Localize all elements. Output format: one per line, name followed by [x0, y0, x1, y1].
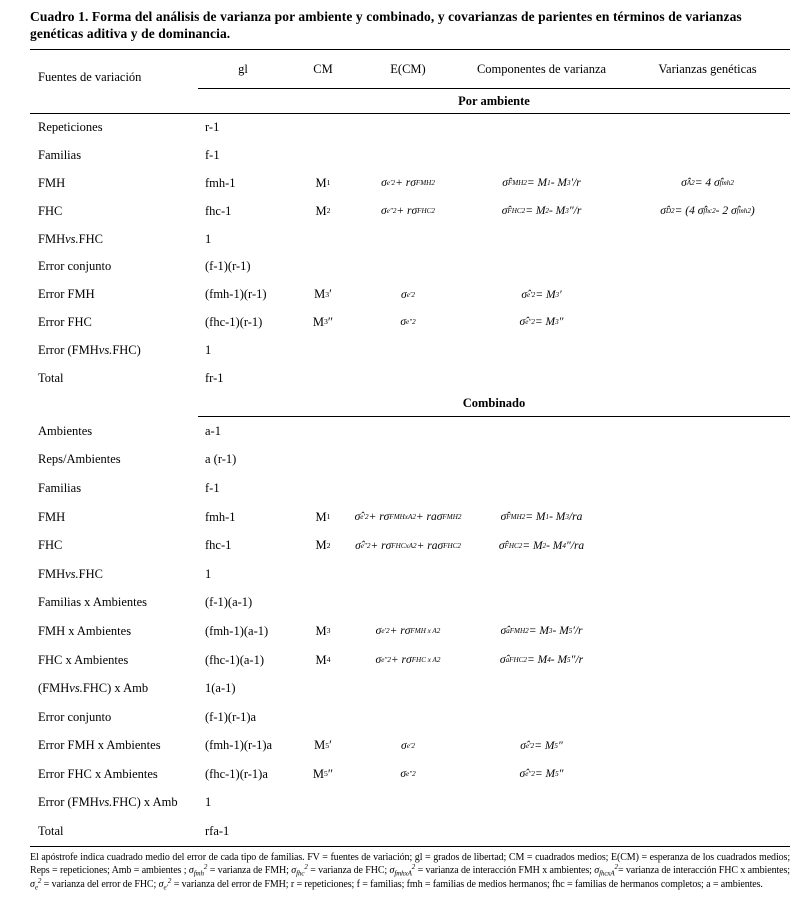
- cell-ecm: [358, 589, 458, 618]
- cell-source: FMH: [38, 175, 66, 190]
- table-row: [30, 225, 790, 253]
- cell-cm: [288, 417, 358, 446]
- cell-comp: [458, 114, 625, 142]
- cell-var: [625, 309, 790, 337]
- cell-ecm: [358, 114, 458, 142]
- cell-var: [625, 760, 790, 789]
- cell-gl: f-1: [205, 480, 220, 495]
- cell-comp: [458, 789, 625, 818]
- column-header-fuentes: Fuentes de variación: [38, 70, 142, 84]
- cell-var: [625, 503, 790, 532]
- cell-cm: M 3 ″: [312, 314, 334, 329]
- cell-comp: [458, 364, 625, 392]
- cell-var: [625, 336, 790, 364]
- cell-ecm: [358, 474, 458, 503]
- cell-source: Reps/Ambientes: [38, 452, 121, 467]
- cell-source: FMH x Ambientes: [38, 623, 132, 638]
- cell-cm: M 3 ′: [314, 287, 332, 302]
- column-header-varianzas: Varianzas genéticas: [658, 62, 757, 76]
- cell-gl: 1: [205, 342, 212, 357]
- cell-comp: [458, 336, 625, 364]
- cell-ecm: σ e″ 2: [400, 316, 416, 329]
- cell-var: [625, 114, 790, 142]
- cell-cm: [288, 560, 358, 589]
- cell-cm: M 1: [315, 175, 331, 190]
- cell-cm: [288, 474, 358, 503]
- cell-gl: (fhc-1)(a-1): [205, 652, 264, 667]
- cell-source: Error FHC x Ambientes: [38, 766, 158, 781]
- cell-var: [625, 589, 790, 618]
- cell-cm: [288, 446, 358, 475]
- column-header-componentes: Componentes de varianza: [476, 62, 607, 76]
- cell-source: Familias: [38, 480, 82, 495]
- cell-gl: 1: [205, 795, 212, 810]
- table-row: [30, 503, 790, 532]
- cell-cm: [288, 789, 358, 818]
- cell-gl: (f-1)(a-1): [205, 595, 253, 610]
- cell-comp: σ̂ aFMH 2 = M 3 - M 5 ′/r: [500, 625, 583, 638]
- cell-source: Error conjunto: [38, 709, 112, 724]
- cell-ecm: σ e′ 2: [401, 739, 415, 752]
- cell-comp: [458, 225, 625, 253]
- section-label: Por ambiente: [458, 93, 530, 108]
- cell-ecm: [358, 446, 458, 475]
- table-row: [30, 114, 790, 142]
- table-footnote: El apóstrofe indica cuadrado medio del error de cada tipo de familias. FV = fuentes de variación; gl = grados de libertad; CM = cuadrados medios; E(CM) = esperanza de los cuadrados medios; Reps = repeticiones; Amb = ambientes ; $\sigma_{fmh}^2$ = varianza de FMH; $\sigma_{fhc}^2$ = varianza de FHC; $\sigma_{fmhxA}^2$ = varianza de interacción FMH x ambientes; $\sigma_{fhcxA}^2=$ varianza de interacción FHC x ambientes; $\sigma_e^2$ = varianza del error de FHC; $\sigma_{e'}^2$ = varianza del error de FMH; r = repeticiones; f = familias; fmh = familias de medios hermanos; fhc = familias de hermanos completos; a = ambientes.: [30, 851, 790, 892]
- cell-comp: [458, 446, 625, 475]
- cell-gl: 1(a-1): [205, 681, 236, 696]
- cell-ecm: σ e′ 2 + rσ FMH 2: [381, 177, 435, 190]
- cell-gl: (f-1)(r-1): [205, 259, 251, 274]
- section-label: Combinado: [462, 396, 526, 411]
- cell-cm: M 4: [315, 652, 331, 667]
- table-row: [30, 170, 790, 198]
- cell-gl: fr-1: [205, 370, 224, 385]
- cell-source: FMH vs. FHC: [38, 566, 103, 581]
- cell-ecm: [358, 142, 458, 170]
- cell-cm: M 2: [315, 538, 331, 553]
- column-header-ecm: E(CM): [390, 62, 426, 76]
- cell-var: [625, 474, 790, 503]
- cell-comp: [458, 142, 625, 170]
- cell-ecm: σ e′ 2 + rσ FMH x A 2: [375, 625, 441, 638]
- cell-var: [625, 560, 790, 589]
- cell-var: [625, 817, 790, 846]
- cell-cm: M 1: [315, 509, 331, 524]
- cell-comp: [458, 474, 625, 503]
- cell-source: Error (FMH vs. FHC) x Amb: [38, 795, 178, 810]
- cell-ecm: σ̂ e′ 2 + rσ FMHxA 2 + raσ FMH 2: [354, 511, 462, 524]
- section-0: [30, 89, 790, 392]
- cell-comp: σ̂ aFHC 2 = M 4 - M 5 ″/r: [499, 654, 584, 667]
- cell-comp: σ̂ FHC 2 = M 2 - M 4 ″/ra: [498, 539, 585, 552]
- cell-source: Repeticiones: [38, 120, 103, 135]
- table-row: [30, 674, 790, 703]
- cell-ecm: [358, 253, 458, 281]
- cell-comp: σ̂ e″ 2 = M 5 ″: [519, 768, 564, 781]
- table-row: [30, 560, 790, 589]
- cell-gl: fhc-1: [205, 203, 232, 218]
- cell-source: Total: [38, 370, 64, 385]
- table-row: [30, 646, 790, 675]
- column-header-cm: CM: [313, 62, 333, 76]
- cell-gl: (fmh-1)(r-1)a: [205, 738, 273, 753]
- cell-comp: [458, 589, 625, 618]
- cell-source: FHC: [38, 203, 63, 218]
- cell-var: [625, 789, 790, 818]
- cell-gl: fmh-1: [205, 509, 236, 524]
- table-row: [30, 589, 790, 618]
- cell-ecm: [358, 225, 458, 253]
- cell-source: FHC x Ambientes: [38, 652, 129, 667]
- cell-source: FMH: [38, 509, 66, 524]
- cell-comp: σ̂ FHC 2 = M 2 - M 3 ″/r: [501, 205, 582, 218]
- cell-gl: 1: [205, 566, 212, 581]
- cell-source: Error FMH x Ambientes: [38, 738, 161, 753]
- cell-gl: (fhc-1)(r-1): [205, 314, 263, 329]
- cell-cm: M 3: [315, 623, 331, 638]
- table-row: [30, 732, 790, 761]
- cell-source: (FMH vs. FHC) x Amb: [38, 681, 149, 696]
- cell-var: [625, 531, 790, 560]
- cell-var: [625, 253, 790, 281]
- table-row: [30, 446, 790, 475]
- cell-cm: [288, 114, 358, 142]
- cell-comp: σ̂ FMH 2 = M 1 - M 3 /ra: [500, 511, 583, 524]
- cell-source: Error FHC: [38, 314, 92, 329]
- cell-ecm: [358, 789, 458, 818]
- table-title: Cuadro 1. Forma del análisis de varianza por ambiente y combinado, y covarianzas de parientes en términos de varianzas genéticas aditiva y de dominancia.: [30, 9, 742, 41]
- table-row: [30, 474, 790, 503]
- table-row: [30, 703, 790, 732]
- cell-comp: [458, 703, 625, 732]
- cell-var: [625, 417, 790, 446]
- table-row: [30, 364, 790, 392]
- cell-cm: [288, 589, 358, 618]
- column-header-gl: gl: [238, 62, 248, 76]
- cell-var: [625, 225, 790, 253]
- cell-gl: a-1: [205, 423, 221, 438]
- cell-source: Error conjunto: [38, 259, 112, 274]
- cell-var: [625, 674, 790, 703]
- cell-var: [625, 703, 790, 732]
- cell-cm: [288, 253, 358, 281]
- table-body: [30, 89, 790, 846]
- cell-source: FHC: [38, 538, 63, 553]
- cell-ecm: σ e″ 2 + rσ FHC 2: [381, 205, 435, 218]
- table-row: [30, 417, 790, 446]
- cell-ecm: [358, 364, 458, 392]
- cell-gl: r-1: [205, 120, 220, 135]
- cell-cm: M 5 ′: [314, 738, 332, 753]
- cell-var: [625, 446, 790, 475]
- cell-gl: a (r-1): [205, 452, 237, 467]
- cell-comp: σ̂ e′ 2 = M 3 ′: [521, 288, 562, 301]
- table-row: [30, 336, 790, 364]
- cell-cm: [288, 817, 358, 846]
- cell-source: Familias x Ambientes: [38, 595, 148, 610]
- cell-var: [625, 617, 790, 646]
- cell-cm: [288, 364, 358, 392]
- cell-ecm: [358, 703, 458, 732]
- cell-var: [625, 646, 790, 675]
- cell-gl: (fmh-1)(r-1): [205, 287, 267, 302]
- table-row: [30, 253, 790, 281]
- table-row: [30, 142, 790, 170]
- table-row: [30, 197, 790, 225]
- cell-source: Total: [38, 824, 64, 839]
- cell-source: Ambientes: [38, 423, 93, 438]
- cell-ecm: [358, 817, 458, 846]
- table-row: [30, 309, 790, 337]
- cell-gl: f-1: [205, 148, 220, 163]
- cell-gl: (fhc-1)(r-1)a: [205, 766, 268, 781]
- cell-cm: [288, 142, 358, 170]
- cell-cm: M 5 ″: [312, 766, 334, 781]
- cell-ecm: [358, 560, 458, 589]
- cell-gl: rfa-1: [205, 824, 230, 839]
- section-1: [30, 392, 790, 846]
- cell-ecm: [358, 674, 458, 703]
- cell-ecm: [358, 417, 458, 446]
- table-header-row: [30, 50, 790, 88]
- cell-var: σ̂ D 2 = (4 σ̂ fhc 2 - 2 σ̂ fmh 2 ): [660, 205, 755, 218]
- cell-comp: σ̂ FMH 2 = M 1 - M 3 ′/r: [502, 177, 581, 190]
- cell-var: [625, 142, 790, 170]
- cell-var: [625, 364, 790, 392]
- cell-ecm: σ e′ 2: [401, 288, 415, 301]
- cell-var: σ̂ A 2 = 4 σ̂ fmh 2: [681, 177, 734, 190]
- cell-comp: σ̂ e′ 2 = M 5 ″: [520, 739, 563, 752]
- cell-var: [625, 732, 790, 761]
- cell-ecm: σ e″ 2 + rσ FHC x A 2: [375, 654, 441, 667]
- table-row: [30, 281, 790, 309]
- cell-comp: [458, 417, 625, 446]
- cell-cm: [288, 336, 358, 364]
- cell-cm: [288, 703, 358, 732]
- cell-cm: [288, 225, 358, 253]
- cell-comp: σ̂ e″ 2 = M 3 ″: [519, 316, 564, 329]
- cell-gl: fhc-1: [205, 538, 232, 553]
- cell-gl: fmh-1: [205, 175, 236, 190]
- cell-comp: [458, 560, 625, 589]
- table-row: [30, 617, 790, 646]
- cell-source: Familias: [38, 148, 82, 163]
- cell-ecm: σ e″ 2: [400, 768, 416, 781]
- cell-ecm: [358, 336, 458, 364]
- cell-source: FMH vs. FHC: [38, 231, 103, 246]
- cell-ecm: σ̂ e″ 2 + rσ FHCxA 2 + raσ FHC 2: [355, 539, 461, 552]
- table-row: [30, 760, 790, 789]
- cell-gl: 1: [205, 231, 212, 246]
- cell-comp: [458, 817, 625, 846]
- cell-source: Error FMH: [38, 287, 95, 302]
- cell-cm: M 2: [315, 203, 331, 218]
- cell-cm: [288, 674, 358, 703]
- cell-gl: (f-1)(r-1)a: [205, 709, 257, 724]
- table-row: [30, 789, 790, 818]
- table-row: [30, 817, 790, 846]
- table-row: [30, 531, 790, 560]
- cell-source: Error (FMH vs. FHC): [38, 342, 141, 357]
- cell-var: [625, 281, 790, 309]
- cell-comp: [458, 253, 625, 281]
- cell-gl: (fmh-1)(a-1): [205, 623, 269, 638]
- cell-comp: [458, 674, 625, 703]
